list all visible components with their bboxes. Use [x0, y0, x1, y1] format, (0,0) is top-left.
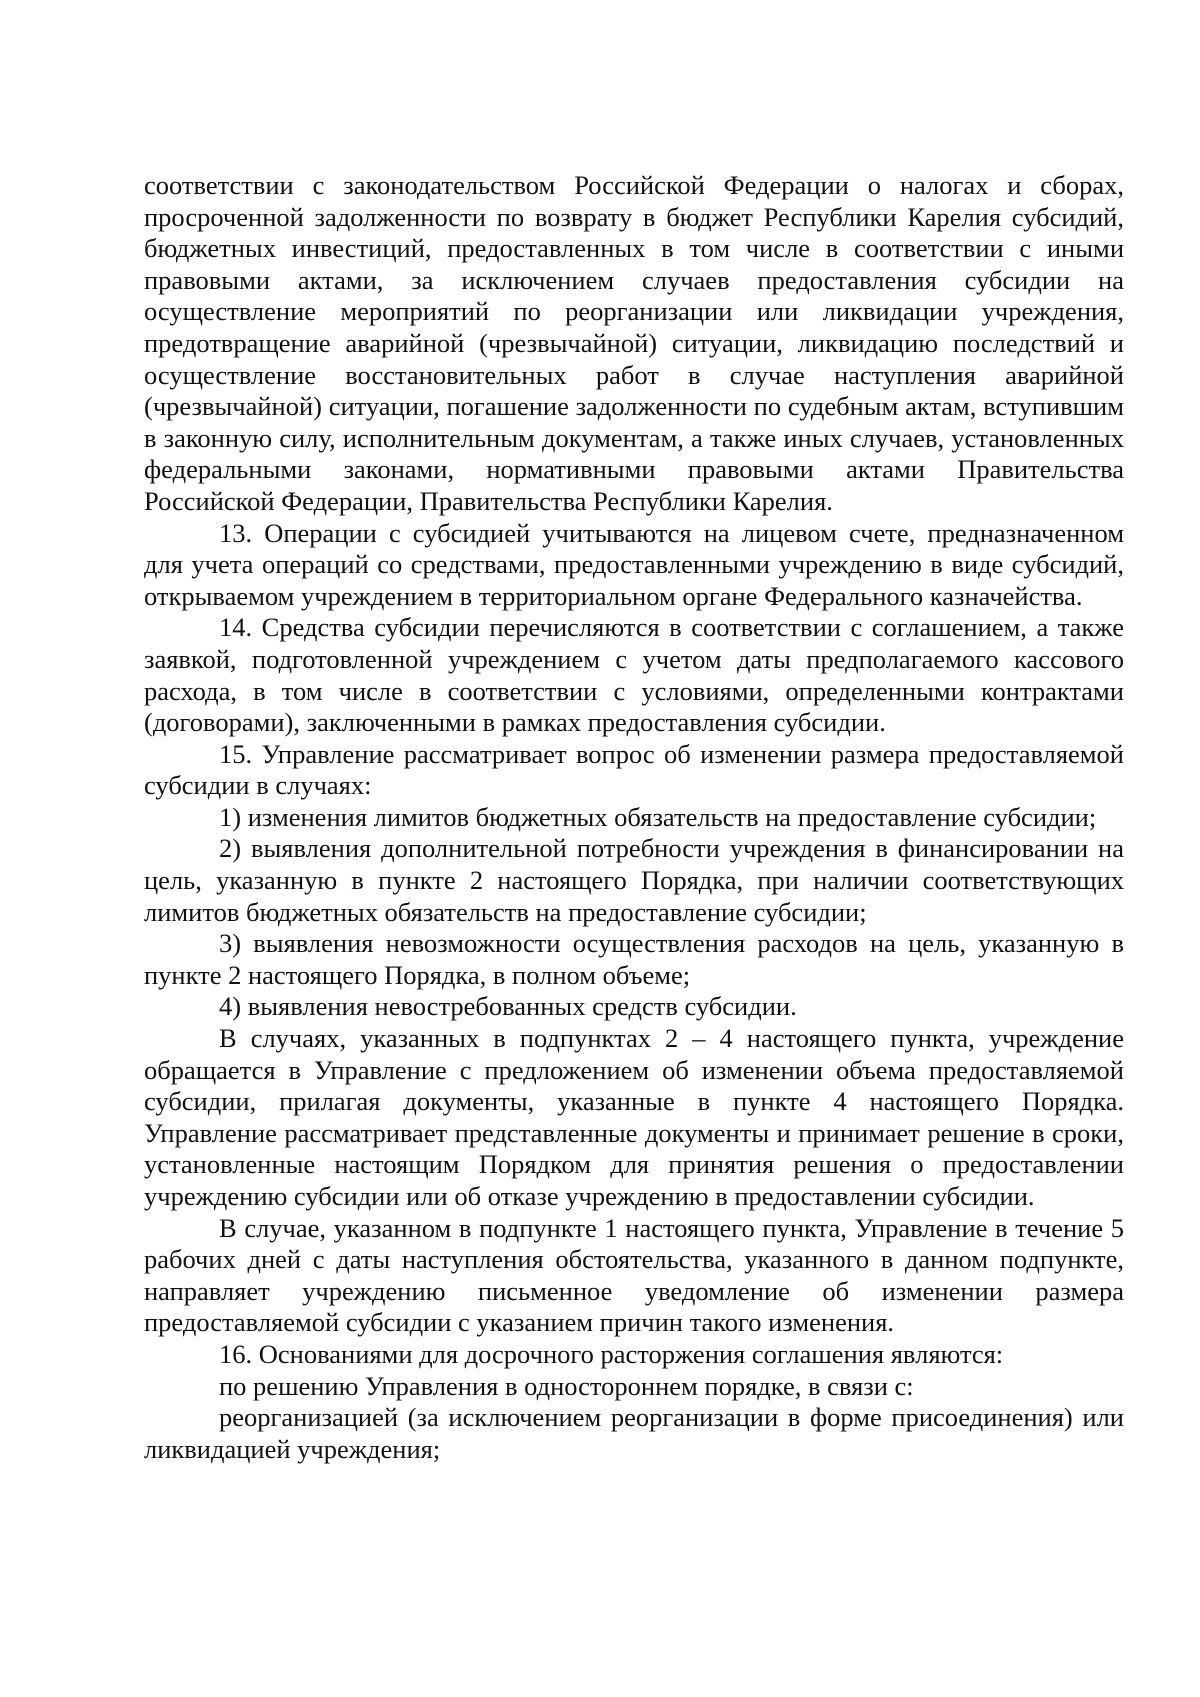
paragraph-subitem-4: 4) выявления невостребованных средств субсидии. — [219, 991, 797, 1022]
paragraph-reorganization: реорганизацией (за исключением реорганизации в форме присоединения) или ликвидацией учреждения; — [144, 1402, 1124, 1464]
paragraph-item-16: 16. Основаниями для досрочного расторжения соглашения являются: — [219, 1338, 1004, 1369]
paragraph-case-1: В случае, указанном в подпункте 1 настоящего пункта, Управление в течение 5 рабочих дней с даты наступления обстоятельства, указанного в данном подпункте, направляет учреждению письменное уведомление об изменении размера предоставляемой субсидии с указанием причин такого изменения. — [144, 1212, 1124, 1338]
paragraph-item-14: 14. Средства субсидии перечисляются в соответствии с соглашением, а также заявкой, подготовленной учреждением с учетом даты предполагаемого кассового расхода, в том числе в соответствии с условиями, определенными контрактами (договорами), заключенными в рамках предоставления субсидии. — [144, 612, 1124, 738]
paragraph-item-15: 15. Управление рассматривает вопрос об изменении размера предоставляемой субсидии в случаях: — [144, 738, 1124, 801]
paragraph-subitem-3: 3) выявления невозможности осуществления расходов на цель, указанную в пункте 2 настоящего Порядка, в полном объеме; — [144, 928, 1124, 990]
paragraph-continuation: соответствии с законодательством Российской Федерации о налогах и сборах, просроченной задолженности по возврату в бюджет Республики Карелия субсидий, бюджетных инвестиций, предоставленных в том числе в соответствии с иными правовыми актами, за исключением случаев предоставления субсидии на осуществление мероприятий по реорганизации или ликвидации учреждения, предотвращение аварийной (чрезвычайной) ситуации, ликвидацию последствий и осуществление восстановительных работ в случае наступления аварийной (чрезвычайной) ситуации, погашение задолженности по судебным актам, вступившим в законную силу, исполнительным документам, а также иных случаев, установленных федеральными законами, нормативными правовыми актами Правительства Российской Федерации, Правительства Республики Карелия. — [144, 170, 1124, 516]
document-body — [144, 170, 1124, 1465]
paragraph-item-13: 13. Операции с субсидией учитываются на лицевом счете, предназначенном для учета операций со средствами, предоставленными учреждению в виде субсидий, открываемом учреждением в территориальном органе Федерального казначейства. — [144, 517, 1124, 611]
paragraph-subitem-2: 2) выявления дополнительной потребности учреждения в финансировании на цель, указанную в пункте 2 настоящего Порядка, при наличии соответствующих лимитов бюджетных обязательств на предоставление субсидии; — [144, 833, 1124, 927]
paragraph-subitem-1: 1) изменения лимитов бюджетных обязательств на предоставление субсидии; — [219, 801, 1097, 832]
paragraph-unilateral: по решению Управления в одностороннем порядке, в связи с: — [219, 1370, 914, 1401]
paragraph-cases-2-4: В случаях, указанных в подпунктах 2 – 4 настоящего пункта, учреждение обращается в Управление с предложением об изменении объема предоставляемой субсидии, прилагая документы, указанные в пункте 4 настоящего Порядка. Управление рассматривает представленные документы и принимает решение в сроки, установленные настоящим Порядком для принятия решения о предоставлении учреждению субсидии или об отказе учреждению в предоставлении субсидии. — [144, 1023, 1124, 1211]
